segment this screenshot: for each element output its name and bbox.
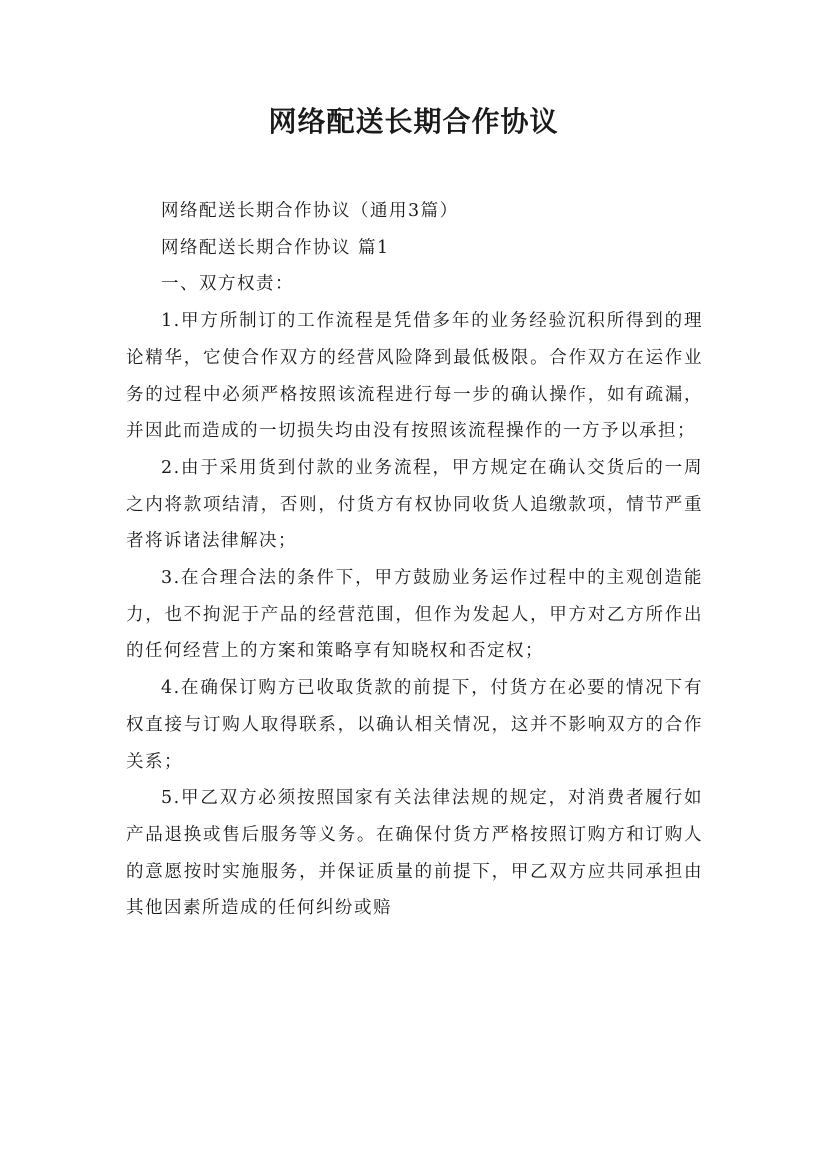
clause-paragraph-1: 1.甲方所制订的工作流程是凭借多年的业务经验沉积所得到的理论精华，它使合作双方的经营风险降到最低极限。合作双方在运作业务的过程中必须严格按照该流程进行每一步的确认操作，如有疏漏，并因此而造成的一切损失均由没有按照该流程操作的一方予以承担； [126,311,703,442]
document-title: 网络配送长期合作协议 [268,105,559,138]
clause-paragraph-4: 4.在确保订购方已收取货款的前提下，付货方在必要的情况下有权直接与订购人取得联系，以确认相关情况，这并不影响双方的合作关系； [126,678,703,772]
clause-heading: 一、双方权责： [161,274,294,295]
section-heading: 网络配送长期合作协议 篇1 [161,237,390,258]
document-body [126,193,703,927]
clause-paragraph-5: 5.甲乙双方必须按照国家有关法律法规的规定，对消费者履行如产品退换或售后服务等义务。在确保付货方严格按照订购方和订购人的意愿按时实施服务，并保证质量的前提下，甲乙双方应共同承担由其他因素所造成的任何纠纷或赔 [126,788,703,919]
clause-paragraph-2: 2.由于采用货到付款的业务流程，甲方规定在确认交货后的一周之内将款项结清，否则，付货方有权协同收货人追缴款项，情节严重者将诉诸法律解决； [126,457,703,552]
subtitle-line: 网络配送长期合作协议（通用3篇） [161,201,459,221]
clause-paragraph-3: 3.在合理合法的条件下，甲方鼓励业务运作过程中的主观创造能力，也不拘泥于产品的经营范围，但作为发起人，甲方对乙方所作出的任何经营上的方案和策略享有知晓权和否定权； [126,568,703,662]
